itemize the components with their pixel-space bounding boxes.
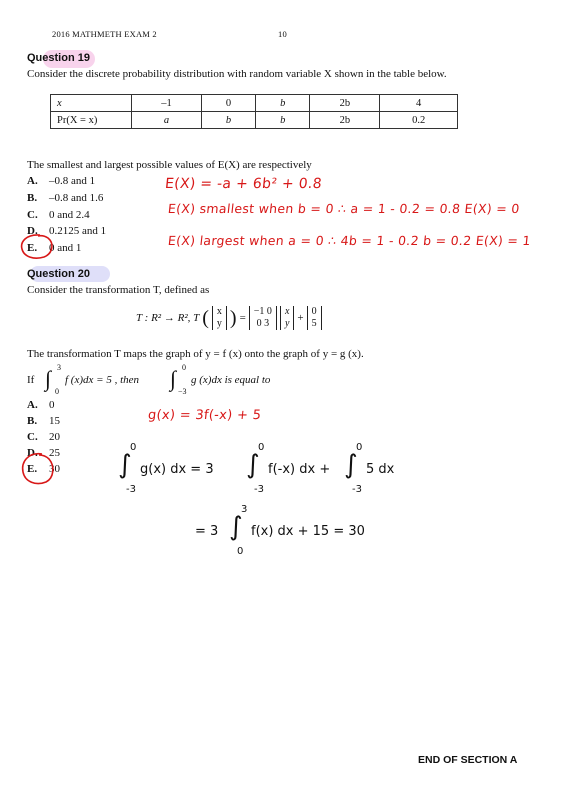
option-d[interactable]: D. 0.2125 and 1 xyxy=(27,225,107,237)
handwritten-note: g(x) = 3f(-x) + 5 xyxy=(147,408,262,423)
question-20-maps: The transformation T maps the graph of y = f (x) onto the graph of y = g (x). xyxy=(27,348,364,360)
question-20-stem: If ∫ 3 0 f (x)dx = 5 , then ∫ 0 −3 g (x)dx is equal to xyxy=(27,363,271,396)
table-row xyxy=(51,112,458,129)
question-19-title: Question 19 xyxy=(27,52,90,64)
option-b[interactable]: B. 15 xyxy=(27,415,60,427)
table-cell: b xyxy=(256,112,310,129)
page-number: 10 xyxy=(278,29,287,39)
exam-header: 2016 MATHMETH EXAM 2 xyxy=(52,29,157,39)
table-cell: –1 xyxy=(132,95,202,112)
handwritten-note: E(X) smallest when b = 0 ∴ a = 1 - 0.2 = 0.8 E(X) = 0 xyxy=(167,201,521,216)
table-cell: 2b xyxy=(310,95,380,112)
option-a[interactable]: A. 0 xyxy=(27,399,55,411)
probability-table xyxy=(50,94,458,129)
answer-circle-q20 xyxy=(18,450,58,488)
option-d[interactable]: D. 25 xyxy=(27,447,60,459)
table-cell: Pr(X = x) xyxy=(51,112,132,129)
table-row xyxy=(51,95,458,112)
option-b[interactable]: B. –0.8 and 1.6 xyxy=(27,192,104,204)
handwritten-note: E(X) largest when a = 0 ∴ 4b = 1 - 0.2 b = 0.2 E(X) = 1 xyxy=(167,233,532,248)
question-19-stem: The smallest and largest possible values of E(X) are respectively xyxy=(27,159,312,171)
end-of-section: END OF SECTION A xyxy=(418,754,518,766)
question-19-intro: Consider the discrete probability distribution with random variable X shown in the table below. xyxy=(27,68,447,80)
table-cell: b xyxy=(256,95,310,112)
option-c[interactable]: C. 20 xyxy=(27,431,60,443)
table-cell: 0.2 xyxy=(380,112,458,129)
table-cell: 2b xyxy=(310,112,380,129)
table-cell: b xyxy=(201,112,255,129)
option-c[interactable]: C. 0 and 2.4 xyxy=(27,209,90,221)
option-e[interactable]: E. 0 and 1 xyxy=(27,242,82,254)
table-cell: 0 xyxy=(201,95,255,112)
table-cell: a xyxy=(132,112,202,129)
table-cell: x xyxy=(51,95,132,112)
answer-circle-q19 xyxy=(18,232,58,262)
matrix-xy: x y xyxy=(280,306,294,330)
matrix-b: 0 5 xyxy=(307,306,322,330)
transformation-definition: T : R² → R², T ( x y ) = −1 0 0 3 x y + 0 5 xyxy=(136,306,322,330)
option-a[interactable]: A. –0.8 and 1 xyxy=(27,175,96,187)
question-20-intro: Consider the transformation T, defined as xyxy=(27,284,210,296)
handwritten-note: E(X) = -a + 6b² + 0.8 xyxy=(164,176,323,192)
table-cell: 4 xyxy=(380,95,458,112)
option-e[interactable]: E. 30 xyxy=(27,463,60,475)
handwritten-working-line2: = 3 ∫ 3 0 f(x) dx + 15 = 30 xyxy=(195,504,365,557)
question-20-title: Question 20 xyxy=(27,268,90,280)
matrix-input: x y xyxy=(212,306,227,330)
matrix-a: −1 0 0 3 xyxy=(249,306,277,330)
handwritten-working-line1: ∫ 0 -3 g(x) dx = 3 ∫ 0 -3 f(-x) dx + ∫ 0 -3 5 dx xyxy=(118,442,395,495)
